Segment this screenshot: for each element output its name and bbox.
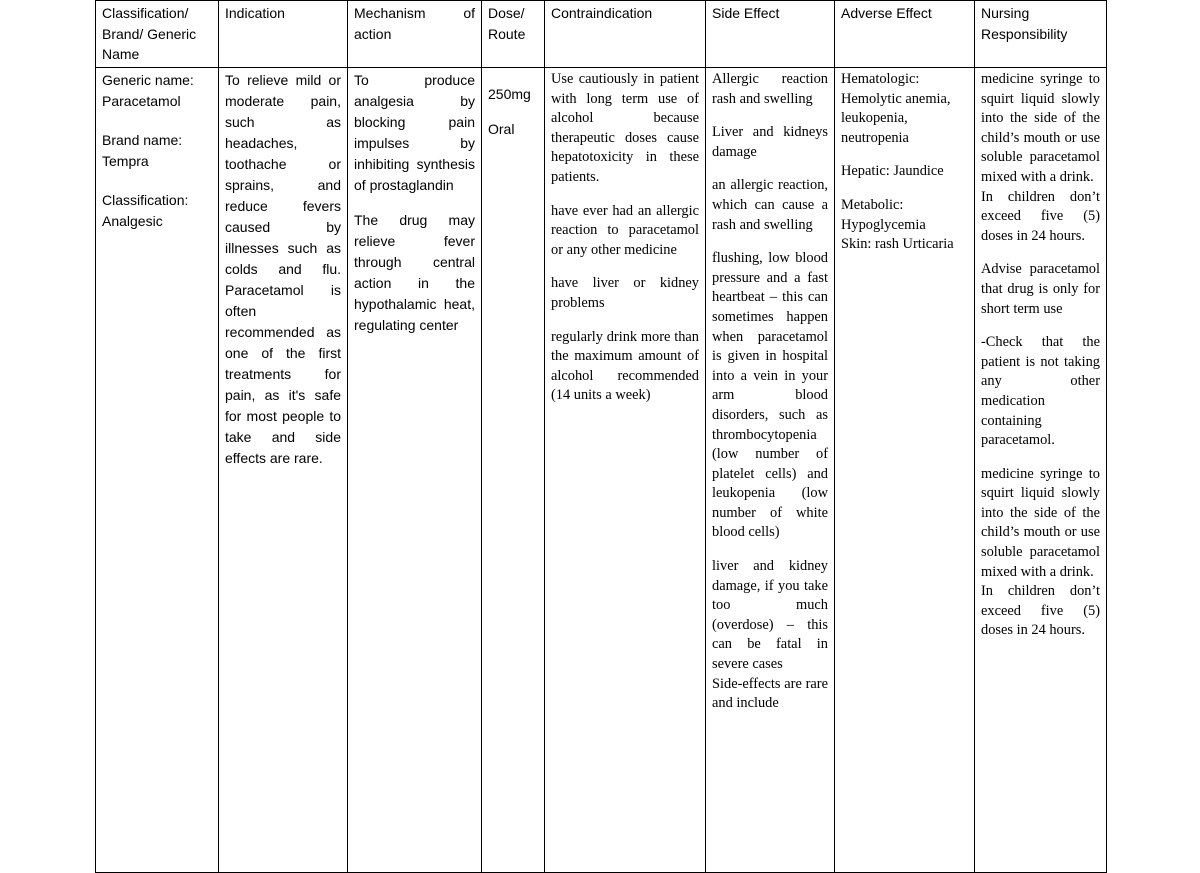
nursing-item: -Check that the patient is not taking any other medication containing paracetamol. [981, 334, 1100, 449]
header-adverse-effect: Adverse Effect [835, 1, 975, 68]
side-effect-cell [706, 68, 835, 873]
dose-route: Oral [488, 120, 515, 137]
nursing-item: In children don’t exceed five (5) doses in 24 hours. [981, 583, 1100, 639]
mechanism-cell [348, 68, 482, 873]
header-contraindication: Contraindication [545, 1, 706, 68]
adverse-effect-item: Hematologic: Hemolytic anemia, leukopenia, neutropenia [841, 71, 951, 146]
side-effect-item: Side-effects are rare and include [712, 675, 828, 712]
adverse-effect-item: Metabolic: Hypoglycemia [841, 196, 926, 233]
dose-amount: 250mg [488, 86, 531, 102]
brand-name: Brand name: Tempra [102, 132, 183, 169]
classification-cell [96, 68, 219, 873]
contraindication-item: Use cautiously in patient with long term use of alcohol because therapeutic doses cause hepatotoxicity in these patients. [551, 71, 699, 185]
side-effect-item: Allergic reaction rash and swelling [712, 71, 828, 107]
drug-row [96, 68, 1107, 873]
contraindication-cell [545, 68, 706, 873]
mechanism-paragraph: The drug may relieve fever through central action in the hypothalamic heat, regulating center [354, 212, 475, 333]
adverse-effect-cell [835, 68, 975, 873]
mechanism-paragraph: To produce analgesia by blocking pain impulses by inhibiting synthesis of prostaglandin [354, 72, 475, 193]
header-row [96, 1, 1107, 68]
nursing-item: medicine syringe to squirt liquid slowly into the side of the child’s mouth or use soluble paracetamol mixed with a drink. [981, 465, 1100, 580]
indication-cell [219, 68, 348, 873]
header-dose-route: Dose/ Route [482, 1, 545, 68]
drug-classification: Classification: Analgesic [102, 192, 189, 229]
contraindication-item: have ever had an allergic reaction to paracetamol or any other medicine [551, 202, 699, 258]
side-effect-item: liver and kidney damage, if you take too much (overdose) – this can be fatal in severe cases [712, 558, 828, 673]
drug-study-table [95, 0, 1107, 873]
header-side-effect: Side Effect [706, 1, 835, 68]
adverse-effect-item: Skin: rash Urticaria [841, 236, 954, 253]
header-indication: Indication [219, 1, 348, 68]
contraindication-item: regularly drink more than the maximum amount of alcohol recommended (14 units a week) [551, 328, 699, 404]
dose-route-cell [482, 68, 545, 873]
contraindication-item: have liver or kidney problems [551, 275, 699, 311]
header-classification: Classification/ Brand/ Generic Name [96, 1, 219, 68]
header-mechanism: Mechanism of action [348, 1, 482, 68]
side-effect-item: Liver and kidneys damage [712, 124, 828, 160]
side-effect-item: flushing, low blood pressure and a fast heartbeat – this can sometimes happen when paracetamol is given in hospital into a vein in your arm blood disorders, such as thrombocytopenia (low number of platelet cells) and leukopenia (low number of white blood cells) [712, 250, 828, 541]
header-nursing-responsibility: Nursing Responsibility [975, 1, 1107, 68]
generic-name: Generic name: Paracetamol [102, 72, 194, 109]
indication-text: To relieve mild or moderate pain, such as headaches, toothache or sprains, and reduce fevers caused by illnesses such as colds and flu. Paracetamol is often recommended as one of the first treatments for pain, as it's safe for most people to take and side effects are rare. [225, 72, 341, 466]
nursing-item: In children don’t exceed five (5) doses in 24 hours. [981, 188, 1100, 244]
side-effect-item: an allergic reaction, which can cause a rash and swelling [712, 177, 828, 233]
nursing-item: Advise paracetamol that drug is only for short term use [981, 261, 1100, 317]
nursing-item: medicine syringe to squirt liquid slowly into the side of the child’s mouth or use soluble paracetamol mixed with a drink. [981, 71, 1100, 185]
nursing-cell [975, 68, 1107, 873]
adverse-effect-item: Hepatic: Jaundice [841, 163, 944, 180]
